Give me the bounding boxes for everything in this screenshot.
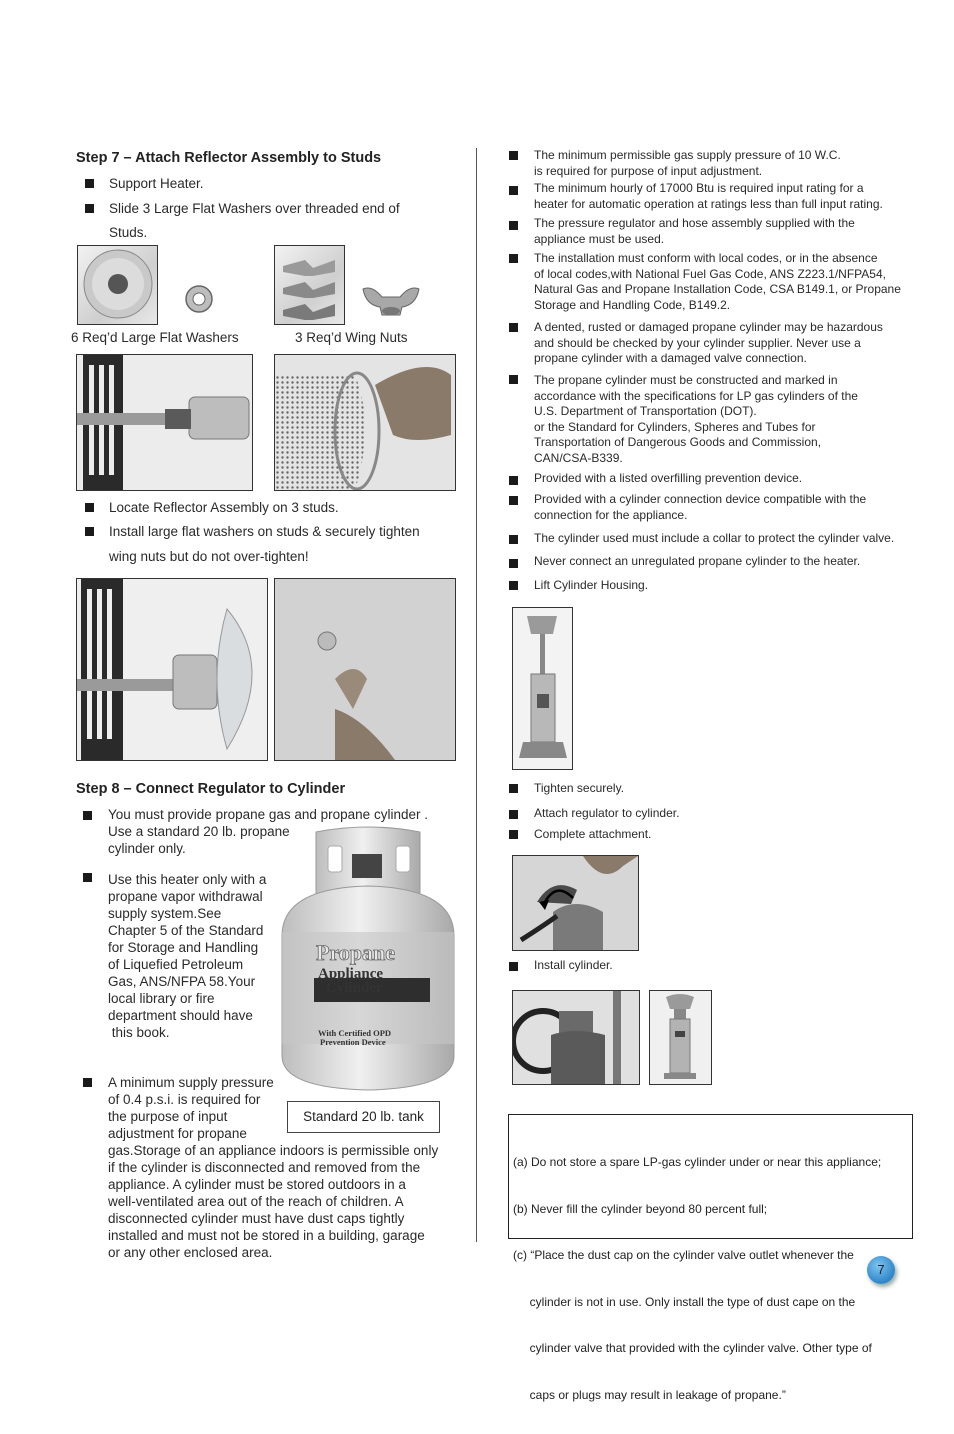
tank-cert1-text: With Certified OPD: [318, 1028, 392, 1038]
wing-nut-icon: [360, 283, 422, 317]
right-line: or the Standard for Cylinders, Spheres and Tubes for: [534, 419, 816, 434]
right-bullet-9: The cylinder used must include a collar to protect the cylinder valve.: [534, 531, 895, 545]
right-line: The propane cylinder must be constructed and marked in: [534, 373, 838, 387]
right-bullet-4: [534, 251, 901, 313]
step7-bullet-1: Support Heater.: [109, 176, 204, 191]
right-line: connection for the appliance.: [534, 507, 688, 522]
bullet-icon: [509, 581, 518, 590]
right-line: U.S. Department of Transportation (DOT).: [534, 404, 757, 418]
regulator-attach-illustration: [513, 856, 638, 950]
right-bullet-2: [534, 181, 883, 212]
tank-cert2-text: Prevention Device: [320, 1037, 386, 1047]
step7-bullet-2-line2: Studs.: [109, 225, 148, 240]
step8-para-3-line: of 0.4 p.s.i. is required for: [108, 1092, 261, 1107]
step7-bullet-4-line1: Install large flat washers on studs & securely tighten: [109, 524, 420, 539]
right-line: heater for automatic operation at ratings less than full input rating.: [534, 196, 883, 211]
bullet-icon: [85, 527, 94, 536]
right-bullet-10: Never connect an unregulated propane cylinder to the heater.: [534, 554, 861, 568]
step7-bullet-4: [109, 523, 459, 565]
step8-para-2-line: Gas, ANS/NFPA 58.Your: [108, 974, 256, 989]
reflector-installed-photo: [76, 578, 268, 761]
right-bullet-12: Tighten securely.: [534, 781, 625, 795]
bullet-icon: [509, 476, 518, 485]
bullet-icon: [85, 204, 94, 213]
right-line: The minimum hourly of 17000 Btu is required input rating for a: [534, 181, 864, 195]
step8-para-2-line: propane vapor withdrawal: [108, 889, 263, 904]
right-bullet-5: [534, 320, 883, 367]
wing-nuts-photo: [274, 245, 345, 325]
right-line: The installation must conform with local codes, or in the absence: [534, 251, 878, 265]
note-line: (a) Do not store a spare LP-gas cylinder under or near this appliance;: [513, 1155, 882, 1169]
bullet-icon: [85, 179, 94, 188]
right-line: A dented, rusted or damaged propane cylinder may be hazardous: [534, 320, 883, 334]
cylinder-housing-illustration: [513, 608, 572, 769]
tank-label-box: Standard 20 lb. tank: [287, 1101, 440, 1133]
bullet-icon: [509, 810, 518, 819]
right-bullet-6: [534, 373, 858, 466]
step8-para-2-line: of Liquefied Petroleum: [108, 957, 244, 972]
page-number-badge: 7: [867, 1256, 895, 1284]
step8-para-1-line: Use a standard 20 lb. propane: [108, 824, 290, 839]
bullet-icon: [509, 559, 518, 568]
right-line: Transportation of Dangerous Goods and Commission,: [534, 435, 822, 449]
step8-para-3-line: the purpose of input: [108, 1109, 228, 1124]
propane-tank-illustration: [278, 826, 458, 1096]
wing-nuts-illustration: [275, 246, 344, 324]
right-line: is required for purpose of input adjustment.: [534, 163, 763, 178]
right-line: Provided with a cylinder connection device compatible with the: [534, 492, 867, 506]
step8-para-3-line: installed and must not be stored in a building, garage: [108, 1228, 425, 1243]
warning-notes-box: [508, 1114, 913, 1402]
step8-para-3-line: well-ventilated area out of the reach of children. A: [108, 1194, 404, 1209]
step8-para-2-line: this book.: [108, 1025, 170, 1040]
column-divider: [476, 148, 477, 1242]
right-line: appliance must be used.: [534, 231, 665, 246]
right-line: Storage and Handling Code, B149.2.: [534, 297, 731, 312]
step8-heading: Step 8 – Connect Regulator to Cylinder: [76, 781, 346, 797]
step8-para-2-line: for Storage and Handling: [108, 940, 259, 955]
washer-icon: [183, 283, 215, 315]
step8-para-2-line: Chapter 5 of the Standard: [108, 923, 264, 938]
right-bullet-14: Complete attachment.: [534, 827, 652, 841]
heater-on-chair-illustration: [77, 355, 252, 490]
note-line: caps or plugs may result in leakage of propane.”: [513, 1387, 786, 1402]
note-line: cylinder valve that provided with the cylinder valve. Other type of: [513, 1341, 872, 1355]
step8-para-2-line: Use this heater only with a: [108, 872, 267, 887]
step8-para-3-line: if the cylinder is disconnected and removed from the: [108, 1160, 421, 1175]
note-line: cylinder is not in use. Only install the type of dust cape on the: [513, 1294, 856, 1309]
right-bullet-7: Provided with a listed overfilling prevention device.: [534, 471, 803, 485]
bullet-icon: [509, 186, 518, 195]
bullet-icon: [509, 962, 518, 971]
reflector-installed-illustration: [77, 579, 267, 760]
install-cylinder-photo: [512, 990, 640, 1085]
right-bullet-15: Install cylinder.: [534, 958, 613, 972]
bullet-icon: [509, 496, 518, 505]
step8-para-3-line: appliance. A cylinder must be stored outdoors in a: [108, 1177, 406, 1192]
step8-para-2-line: supply system.See: [108, 906, 222, 921]
bullet-icon: [83, 873, 92, 882]
step8-para-1-line: cylinder only.: [108, 841, 186, 856]
right-bullet-8: [534, 492, 866, 523]
washer-illustration: [78, 246, 157, 324]
step8-para-3-line: adjustment for propane: [108, 1126, 247, 1141]
bullet-icon: [509, 375, 518, 384]
tank-line1-text: Appliance: [318, 966, 384, 982]
install-cylinder-illustration: [513, 991, 639, 1084]
bullet-icon: [509, 830, 518, 839]
regulator-attach-photo: [512, 855, 639, 951]
washer-photo: [77, 245, 158, 325]
heater-on-chair-photo: [76, 354, 253, 491]
bullet-icon: [509, 221, 518, 230]
step7-bullet-2-line1: Slide 3 Large Flat Washers over threaded end of: [109, 201, 400, 216]
right-line: Natural Gas and Propane Installation Code, CSA B149.1, or Propane: [534, 282, 901, 296]
right-line: CAN/CSA-B339.: [534, 450, 623, 465]
reflector-mesh-illustration: [275, 355, 455, 490]
cylinder-housing-photo: [512, 607, 573, 770]
wing-nut-install-photo: [274, 578, 456, 761]
right-bullet-1: [534, 148, 841, 179]
right-line: and should be checked by your cylinder supplier. Never use a: [534, 335, 861, 350]
step7-heading: Step 7 – Attach Reflector Assembly to Studs: [76, 150, 382, 166]
step8-para-2-line: department should have: [108, 1008, 253, 1023]
bullet-icon: [509, 323, 518, 332]
step8-para-2: [108, 871, 266, 1041]
right-bullet-11: Lift Cylinder Housing.: [534, 578, 649, 592]
step7-bullet-3: Locate Reflector Assembly on 3 studs.: [109, 500, 339, 515]
reflector-mesh-photo: [274, 354, 456, 491]
step8-para-1-line: You must provide propane gas and propane cylinder .: [108, 807, 428, 822]
wing-nuts-caption: 3 Req’d Wing Nuts: [295, 330, 408, 345]
step8-para-3-line: or any other enclosed area.: [108, 1245, 273, 1260]
step8-para-3-line: A minimum supply pressure: [108, 1075, 274, 1090]
step8-para-3-line: gas.Storage of an appliance indoors is permissible only: [108, 1143, 439, 1158]
step8-para-3-line: disconnected cylinder must have dust caps tightly: [108, 1211, 405, 1226]
step8-para-2-line: local library or fire: [108, 991, 215, 1006]
tank-brand-text: Propane: [316, 940, 396, 965]
bullet-icon: [85, 503, 94, 512]
right-bullet-3: [534, 216, 855, 247]
wing-nut-install-illustration: [275, 579, 455, 760]
tank-line2-text: Cylinder: [326, 980, 383, 996]
assembled-heater-illustration: [650, 991, 711, 1084]
right-line: The pressure regulator and hose assembly supplied with the: [534, 216, 855, 230]
bullet-icon: [509, 254, 518, 263]
bullet-icon: [83, 811, 92, 820]
right-line: accordance with the specifications for LP gas cylinders of the: [534, 388, 858, 403]
step7-bullet-4-line2: wing nuts but do not over-tighten!: [109, 549, 309, 564]
bullet-icon: [509, 784, 518, 793]
right-line: propane cylinder with a damaged valve connection.: [534, 351, 807, 365]
right-line: The minimum permissible gas supply pressure of 10 W.C.: [534, 148, 841, 162]
bullet-icon: [509, 151, 518, 160]
right-line: of local codes,with National Fuel Gas Code, ANS Z223.1/NFPA54,: [534, 266, 886, 281]
bullet-icon: [509, 535, 518, 544]
bullet-icon: [83, 1078, 92, 1087]
washers-caption: 6 Req’d Large Flat Washers: [71, 330, 239, 345]
assembled-heater-photo: [649, 990, 712, 1085]
note-line: (b) Never fill the cylinder beyond 80 percent full;: [513, 1201, 768, 1216]
right-bullet-13: Attach regulator to cylinder.: [534, 806, 680, 820]
note-line: (c) “Place the dust cap on the cylinder valve outlet whenever the: [513, 1248, 854, 1262]
step7-bullet-2: [109, 200, 454, 241]
